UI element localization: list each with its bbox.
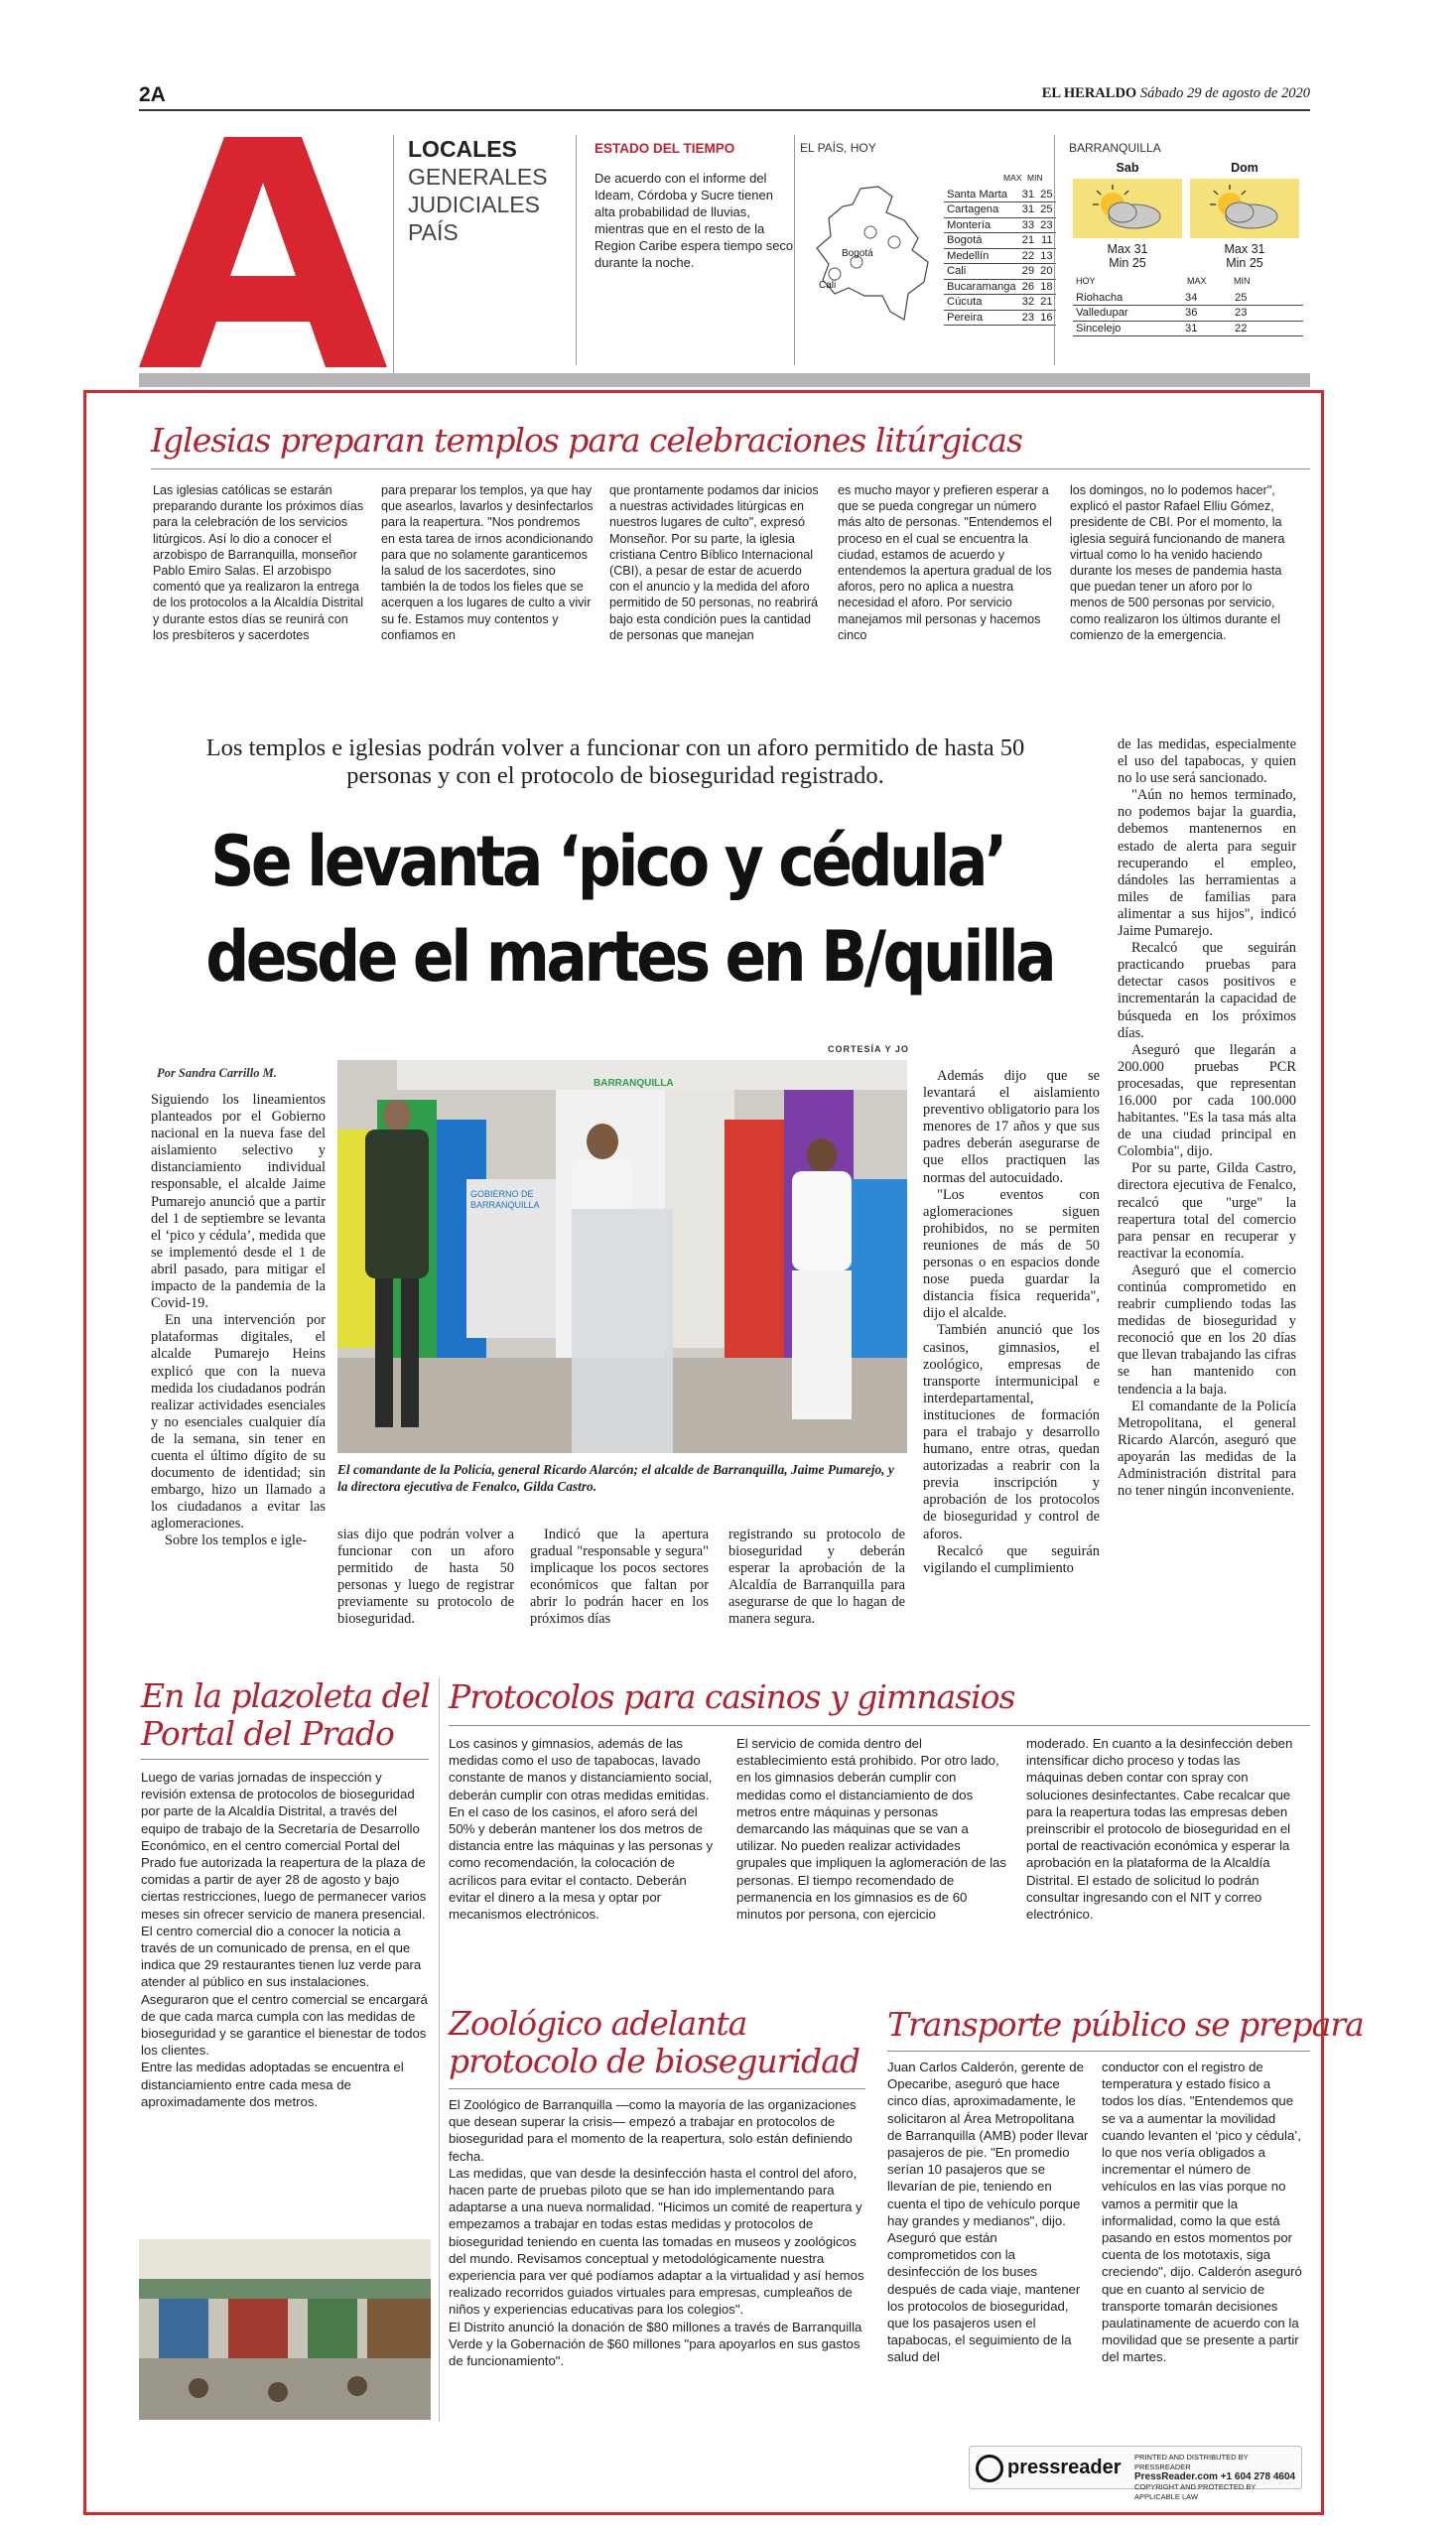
main-col-1-p3: Sobre los templos e igle- [165, 1532, 308, 1549]
headline-line-1: Se levanta ‘pico y cédula’ [210, 821, 1004, 902]
casinos-headline: Protocolos para casinos y gimnasios [449, 1677, 1015, 1716]
city-max: 33 [1019, 217, 1037, 233]
city-min: 22 [1232, 321, 1303, 336]
local-col-min: MIN [1234, 276, 1251, 286]
forecast-day-1 [1073, 161, 1182, 270]
today-label: HOY [1076, 276, 1096, 286]
city-min: 23 [1037, 217, 1055, 233]
city-min: 25 [1037, 187, 1055, 202]
country-city-row [944, 279, 1056, 295]
day-1-max: Max 31 [1107, 242, 1148, 256]
churches-headline: Iglesias preparan templos para celebraciones litúrgicas [151, 421, 1022, 460]
pressreader-line-2: PressReader.com +1 604 278 4604 [1134, 2471, 1296, 2482]
pressreader-brand: pressreader [1007, 2457, 1122, 2478]
page-number: 2A [139, 83, 166, 106]
city-name: Montería [944, 217, 1019, 233]
main-col-1-p2: En una intervención por plataformas digitales, el alcalde Pumarejo Heins explicó que con la nueva medida los ciudadanos podrán realizar actividades esenciales y no esenciales cualquier día de la semana, sin tener en cuenta el último dígito de su documento de identidad; sin embargo, hizo un llamado a los ciudadanos a evitar las aglomeraciones. [151, 1312, 326, 1532]
nav-item-locales[interactable]: LOCALES [408, 136, 517, 162]
plazoleta-p1: Luego de varias jornadas de inspección y revisión extensa de protocolos de bioseguridad por parte de la Alcaldía Distrital, a través del equipo de trabajo de la Secretaría de Desarrollo Económico, en el centro comercial Portal del Prado fue autorizada la reapertura de la plaza de comidas a partir de ayer 28 de agosto y bajo ciertas restricciones, luego de permanecer varios meses sin ofrecer servicio de manera presencial. [141, 1770, 427, 1922]
pressreader-line-1: PRINTED AND DISTRIBUTED BY PRESSREADER [1134, 2453, 1249, 2471]
paper-name: EL HERALDO [1041, 85, 1137, 101]
regional-city-row [1073, 306, 1303, 322]
zoo-headline-line-2: protocolo de bioseguridad [449, 2042, 860, 2080]
churches-rule [151, 468, 1310, 469]
section-letter-a-graphic [139, 137, 387, 367]
city-max: 22 [1019, 248, 1037, 264]
city-max: 31 [1019, 202, 1037, 218]
country-city-row [944, 264, 1056, 280]
city-min: 25 [1037, 202, 1055, 218]
regional-weather-table [1073, 276, 1303, 336]
city-name: Cali [944, 264, 1019, 280]
nav-item-generales[interactable]: GENERALES [408, 164, 548, 190]
main-col-1 [151, 1092, 326, 1648]
transport-rule [887, 2051, 1310, 2052]
churches-col-4: es mucho mayor y prefieren esperar a que se pueda congregar un número más alto de personas. "Entendemos el proceso en el cual se encuentra la ciudad, estamos de acuerdo y entendemos la apertura gradual de los aforos, pero no aplica a nuestra necesidad el aforo. Por servicio manejamos mil personas y hacemos cinco [838, 483, 1052, 642]
city-name: Santa Marta [944, 187, 1019, 202]
main-col-6-p1: de las medidas, especialmente el uso del tapabocas, y quien no lo use será sancionado. [1118, 736, 1296, 787]
photo-caption: El comandante de la Policía, general Ricardo Alarcón; el alcalde de Barranquilla, Jaime Pumarejo, y la directora ejecutiva de Fenalco, Gilda Castro. [337, 1462, 894, 1494]
casinos-col-1: Los casinos y gimnasios, además de las medidas como el uso de tapabocas, lavado constante de manos y distanciamiento social, deberán cumplir con otras medidas emitidas. En el caso de los casinos, el aforo será del 50% y deberán mantener los dos metros de distancia entre las máquinas y las personas y como recomendación, la colocación de acrílicos para evitar el contacto. Deberán evitar el dinero a la mesa y optar por mecanismos electrónicos. [449, 1736, 714, 1923]
main-col-6-p3: Recalcó que seguirán practicando pruebas para detectar casos positivos e incrementarán la capacidad de búsqueda en los próximos días. [1118, 940, 1296, 1041]
main-col-6-p5: Por su parte, Gilda Castro, directora ejecutiva de Fenalco, recalcó que "urge" la reapertura total del comercio para pensar en recuperar y reactivar la economía. [1118, 1160, 1296, 1262]
byline: Por Sandra Carrillo M. [157, 1066, 277, 1080]
transport-col-2: conductor con el registro de temperatura y estado físico a todos los días. "Entendemos que se va a aumentar la movilidad cuando levanten el ‘pico y cédula’, lo que nos vería obligados a incrementar el número de vehículos en las vías porque no vamos a permitir que la informalidad, como la que está pasando en estos momentos por cuenta de los mototaxis, siga creciendo", dijo. Calderón aseguró que en cuanto al servicio de transporte tomarán decisiones paulatinamente de acuerdo con la movilidad que se presente a partir del martes. [1102, 2060, 1302, 2365]
section-letter [139, 137, 387, 367]
map-label-cali-text: Cali [819, 280, 837, 291]
press-conference-photo [337, 1060, 907, 1453]
zoo-headline [449, 2005, 865, 2080]
plazoleta-rule [141, 1759, 429, 1760]
city-max: 26 [1019, 279, 1037, 295]
photo-credit: CORTESÍA Y JO [828, 1044, 909, 1054]
city-name: Riohacha [1073, 290, 1182, 306]
city-max: 32 [1019, 295, 1037, 311]
zoo-text [449, 2096, 865, 2424]
col-max: MAX [1003, 173, 1022, 183]
gray-band [139, 373, 1310, 387]
city-name: Cartagena [944, 202, 1019, 218]
city-name: Sincelejo [1073, 321, 1182, 336]
city-max: 23 [1019, 310, 1037, 326]
casinos-rule [449, 1725, 1310, 1726]
main-col-5 [923, 1068, 1100, 1648]
city-max: 34 [1182, 290, 1232, 306]
forecast-day-2 [1190, 161, 1299, 270]
page-header [139, 83, 1310, 111]
plazoleta-headline-line-1: En la plazoleta del [141, 1676, 430, 1715]
zoo-headline-line-1: Zoológico adelanta [449, 2004, 747, 2043]
day-2-label: Dom [1231, 161, 1258, 175]
day-1-label: Sab [1116, 161, 1139, 175]
plazoleta-p3: Entre las medidas adoptadas se encuentra el distanciamiento entre cada mesa de aproximadamente dos metros. [141, 2060, 404, 2109]
country-weather-label: EL PAÍS, HOY [800, 141, 876, 155]
zoo-p3: El Distrito anunció la donación de $80 millones a través de Barranquilla Verde y la Gobernación de $60 millones "para apoyarlos en sus gastos de funcionamiento". [449, 2319, 862, 2369]
country-city-row [944, 233, 1056, 249]
country-city-row [944, 295, 1056, 311]
partly-cloudy-icon [1073, 179, 1182, 238]
plazoleta-headline-line-2: Portal del Prado [141, 1714, 394, 1753]
main-col-6-p7: El comandante de la Policía Metropolitana, el general Ricardo Alarcón, aseguró que apoyarán las medidas de la Administración distrital para no tener ningún inconveniente. [1118, 1398, 1296, 1500]
city-min: 25 [1232, 290, 1303, 306]
nav-item-pais[interactable]: PAÍS [408, 219, 459, 245]
day-2-panel [1190, 179, 1299, 238]
main-deck: Los templos e iglesias podrán volver a funcionar con un aforo permitido de hasta 50 personas y con el protocolo de bioseguridad registrado. [205, 734, 1025, 789]
city-min: 18 [1037, 279, 1055, 295]
churches-col-2: para preparar los templos, ya que hay que asearlos, lavarlos y desinfectarlos para la reapertura. "Nos pondremos en esta tarea de irnos acondicionando para que no solamente garanticemos la salud de los sacerdotes, sino también la de todos los fieles que se acerquen a los lugares de culto a vivir su fe. Estamos muy contentos y confiamos en [381, 483, 594, 642]
headline-line-2: desde el martes en B/quilla [205, 916, 1054, 998]
city-name: Cúcuta [944, 295, 1019, 311]
main-col-5-p4: Recalcó que seguirán vigilando el cumplimiento [923, 1542, 1100, 1576]
churches-col-1: Las iglesias católicas se estarán preparando durante los próximos días para la celebración de los servicios litúrgicos. Así lo dio a conocer el arzobispo de Barranquilla, monseñor Pablo Emiro Salas. El arzobispo comentó que ya realizaron la entrega de los protocolos a la Alcaldía Distrital y durante estos días se reunirá con los presbíteros y sacerdotes [153, 483, 364, 642]
main-col-3-p1: Indicó que la apertura gradual "responsable y segura" implicaque los pocos sectores económicos que faltan por abrir lo podrán hacer en los próximos días [530, 1527, 709, 1628]
city-min: 20 [1037, 264, 1055, 280]
main-col-5-p2: "Los eventos con aglomeraciones siguen prohibidos, no se permiten reuniones de más de 50 personas o en espacios donde nose pueda guardar la distancia física requerida", dijo el alcalde. [923, 1186, 1100, 1322]
day-2-max: Max 31 [1224, 242, 1265, 256]
map-label-bogota-text: Bogotá [842, 248, 873, 259]
plazoleta-text [141, 1769, 429, 2205]
country-city-row [944, 187, 1056, 202]
weather-text: De acuerdo con el informe del Ideam, Córdoba y Sucre tienen alta probabilidad de lluvias, mientras que en el resto de la Region Caribe espera tiempo seco durante la noche. [595, 171, 794, 270]
main-col-6 [1118, 736, 1296, 1650]
local-col-max: MAX [1187, 276, 1207, 286]
city-name: Medellín [944, 248, 1019, 264]
regional-city-row [1073, 321, 1303, 336]
casinos-col-2: El servicio de comida dentro del establecimiento está prohibido. Por otro lado, en los gimnasios deberán cumplir con medidas como el distanciamiento de dos metros entre máquinas y personas demarcando las máquinas que se van a utilizar. No pueden realizar actividades grupales que impliquen la aglomeración de las personas. El tiempo recomendado de permanencia en los gimnasios es de 60 minutos por persona, con ejercicio [736, 1736, 1006, 1923]
main-col-6-p4: Aseguró que llegarán a 200.000 pruebas PCR procesadas, que representan 16.000 por cada 100.000 habitantes. "Es la tasa más alta de una ciudad principal en Colombia", dijo. [1118, 1041, 1296, 1160]
nav-item-judiciales[interactable]: JUDICIALES [408, 192, 540, 217]
main-col-4-p1: registrando su protocolo de bioseguridad y deberán esperar la aprobación de la Alcaldía de Barranquilla para asegurarse de que lo hagan de manera segura. [728, 1527, 905, 1628]
city-min: 21 [1037, 295, 1055, 311]
plazoleta-headline [141, 1677, 439, 1753]
city-max: 29 [1019, 264, 1037, 280]
casinos-col-3: moderado. En cuanto a la desinfección deben intensificar dicho proceso y todas las máquinas deben contar con spray con soluciones desinfectantes. Cabe recalcar que para la reapertura todas las empresas deben preinscribir el protocolo de bioseguridad en el portal de reactivación económica y esperar la aprobación en la plataforma de la Alcaldía Distrital. El estado de solicitud lo podrán consultar ingresando con el NIT y correo electrónico. [1026, 1736, 1293, 1923]
col-min: MIN [1027, 173, 1043, 183]
main-col-1-p1: Siguiendo los lineamientos planteados por el Gobierno nacional en la nueva fase del aislamiento selectivo y distanciamiento individual responsable, el alcalde Jaime Pumarejo anunció que a partir del 1 de septiembre se levanta el ‘pico y cédula’, medida que se implementó desde el 1 de abril pasado, para mitigar el impacto de la pandemia de la Covid-19. [151, 1092, 326, 1312]
main-col-5-p3: También anunció que los casinos, gimnasios, el zoológico, empresas de transporte intermunicipal e interdepartamental, instituciones de formación para el trabajo y desarrollo humano, entre otras, quedan autorizadas a reabrir con la previa inscripción y aprobación de los protocolos de bioseguridad y control de aforos. [923, 1322, 1100, 1542]
churches-col-5: los domingos, no lo podemos hacer", explicó el pastor Rafael Elliu Gómez, presidente de CBI. Por el momento, la iglesia seguirá funcionando de manera virtual como lo ha venido haciendo durante los meses de pandemia hasta que puedan tener un aforo por lo menos de 500 personas por servicio, como realizaron los últimos durante el comienzo de la emergencia. [1070, 483, 1285, 642]
section-nav [393, 135, 572, 373]
zoo-rule [449, 2088, 865, 2089]
country-city-list [944, 187, 1056, 326]
masthead-info [1042, 85, 1310, 102]
main-col-6-p2: "Aún no hemos terminado, no podemos bajar la guardia, debemos mantenernos en estado de alerta para seguir recuperando el empleo, dándoles las herramientas a miles de familias para alimentar a sus hijos", indicó Jaime Pumarejo. [1118, 787, 1296, 940]
main-col-2-p1: sias dijo que podrán volver a funcionar con un aforo permitido de hasta 50 personas y luego de registrar previamente su protocolo de bioseguridad. [337, 1527, 514, 1628]
pressreader-logo-icon [976, 2455, 1003, 2482]
weather-panel [576, 135, 796, 365]
city-max: 31 [1182, 321, 1232, 336]
food-court-photo [139, 2239, 431, 2420]
plazoleta-photo [139, 2239, 431, 2420]
country-weather-table [944, 167, 1056, 326]
city-max: 21 [1019, 233, 1037, 249]
main-photo [337, 1060, 907, 1453]
pressreader-badge[interactable] [969, 2446, 1302, 2501]
weather-title: ESTADO DEL TIEMPO [595, 141, 735, 156]
city-name: Bucaramanga [944, 279, 1019, 295]
main-col-6-p6: Aseguró que el comercio continúa comprometido en reabrir cumpliendo todas las medidas de bioseguridad y reconoció que en los 20 días que llevan trabajando las cifras se han mantenido con tendencia a la baja. [1118, 1262, 1296, 1398]
pressreader-line-3: COPYRIGHT AND PROTECTED BY APPLICABLE LAW [1134, 2482, 1257, 2501]
photo-sign-gobierno: GOBIERNO DE BARRANQUILLA [470, 1189, 540, 1210]
churches-col-3: que prontamente podamos dar inicios a nuestras actividades litúrgicas en nuestros lugares de culto", expresó Monseñor. Por su parte, la iglesia cristiana Centro Bíblico Internacional (CBI), a pesar de estar de acuerdo con el anuncio y la medida del aforo permitido de 50 personas, no reabrirá bajo esta condición pues la cantidad de personas que manejan [609, 483, 819, 642]
city-max: 36 [1182, 306, 1232, 322]
city-min: 13 [1037, 248, 1055, 264]
zoo-p2: Las medidas, que van desde la desinfección hasta el control del aforo, hacen parte de pruebas piloto que se han ido implementando para adaptarse a una nueva normalidad. "Hicimos un comité de reapertura y empezamos a trabajar en todas estas medidas y protocolos de bioseguridad teniendo en cuenta las tomadas en museos y zoológicos del mundo. Revisamos conceptual y metodológicamente nuestra experiencia para ver qué podíamos adaptar a la virtualidad y así hemos realizado recorridos guiados virtuales para empresas, cumpleaños de niños y experiencias educativas para los colegios". [449, 2165, 864, 2318]
main-col-3 [530, 1527, 709, 1646]
header-rule [139, 109, 1310, 111]
city-min: 23 [1232, 306, 1303, 322]
issue-date: Sábado 29 de agosto de 2020 [1139, 85, 1310, 101]
transport-col-1: Juan Carlos Calderón, gerente de Opecaribe, aseguró que hace cinco días, aproximadamente, le solicitaron al Área Metropolitana de Barranquilla (AMB) poder llevar pasajeros de pie. "En promedio serían 10 pasajeros que se llevarían de pie, teniendo en cuenta el tipo de vehículo porque hay grandes y medianos", dijo. Aseguró que están comprometidos con la desinfección de los buses después de cada viaje, mantener los protocolos de bioseguridad, que los pasajeros usen el tapabocas, el seguimiento de la salud del [887, 2060, 1089, 2365]
day-1-panel [1073, 179, 1182, 238]
city-max: 31 [1019, 187, 1037, 202]
plazoleta-p2: El centro comercial dio a conocer la noticia a través de un comunicado de prensa, en el que indica que 29 restaurantes tienen luz verde para atender al público en sus instalaciones. Aseguraron que el centro comercial se encargará de que cada marca cumpla con las medidas de bioseguridad y se garantice el bienestar de todos los clientes. [141, 1923, 428, 2059]
pressreader-meta [1134, 2453, 1299, 2502]
country-city-row [944, 248, 1056, 264]
photo-sign-barranquilla: BARRANQUILLA [594, 1078, 674, 1089]
city-min: 11 [1037, 233, 1055, 249]
main-col-2 [337, 1527, 514, 1646]
city-name: Bogotá [944, 233, 1019, 249]
column-divider [439, 1677, 440, 2422]
partly-cloudy-icon [1190, 179, 1299, 238]
local-city: BARRANQUILLA [1069, 141, 1161, 155]
country-city-row [944, 310, 1056, 326]
main-col-5-p1: Además dijo que se levantará el aislamiento preventivo obligatorio para los menores de 17 años y que sus padres deberán asegurarse de que ellos practiquen las normas del autocuidado. [923, 1068, 1100, 1186]
day-1-min: Min 25 [1109, 256, 1146, 270]
local-weather [1054, 135, 1310, 365]
main-headline [151, 814, 1064, 1022]
regional-city-list [1073, 290, 1303, 336]
colombia-map [809, 185, 938, 324]
city-min: 16 [1037, 310, 1055, 326]
city-name: Valledupar [1073, 306, 1182, 322]
country-weather [794, 135, 1054, 365]
regional-city-row [1073, 290, 1303, 306]
country-city-row [944, 202, 1056, 218]
main-col-4 [728, 1527, 905, 1646]
day-2-min: Min 25 [1226, 256, 1263, 270]
city-name: Pereira [944, 310, 1019, 326]
country-city-row [944, 217, 1056, 233]
transport-headline: Transporte público se prepara [887, 2005, 1364, 2044]
zoo-p1: El Zoológico de Barranquilla —como la mayoría de las organizaciones que desean superar la crisis— empezó a trabajar en protocolos de bioseguridad para el momento de la reapertura, solo están definiendo fecha. [449, 2097, 857, 2164]
